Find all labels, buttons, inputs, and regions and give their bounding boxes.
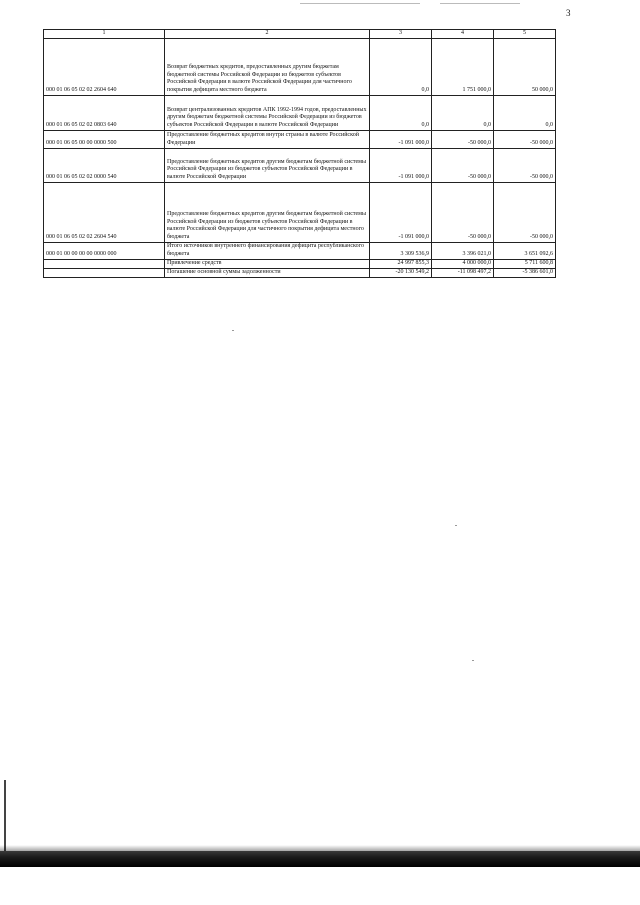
- row-description: Итого источников внутреннего финансирования дефицита республиканского бюджета: [165, 242, 370, 259]
- row-value-col3: -1 091 000,0: [370, 182, 432, 242]
- row-value-col4: 1 751 000,0: [432, 38, 494, 95]
- table-row: [44, 182, 556, 242]
- row-code-empty: [44, 268, 165, 277]
- scan-left-edge: [4, 780, 6, 855]
- scan-speck: [232, 330, 234, 331]
- scan-speck: [455, 525, 457, 526]
- table-header-row: [44, 30, 556, 39]
- row-description: Возврат бюджетных кредитов, предоставленных другим бюджетам бюджетной системы Российской Федерации из бюджетов субъектов Российской Федерации в валюте Российской Федерации для частичного покрытия дефицита местного бюджета: [165, 38, 370, 95]
- row-description: Погашение основной суммы задолженности: [165, 268, 370, 277]
- row-value-col3: 0,0: [370, 38, 432, 95]
- row-value-col3: -1 091 000,0: [370, 148, 432, 182]
- row-description: Возврат централизованных кредитов АПК 1992-1994 годов, предоставленных другим бюджетам бюджетной системы Российской Федерации из бюджетов субъектов Российской Федерации в валюте Российской Федерации: [165, 95, 370, 130]
- scan-top-rule: [300, 3, 420, 4]
- row-code: 000 01 06 05 02 02 0000 540: [44, 148, 165, 182]
- row-value-col4: 0,0: [432, 95, 494, 130]
- table-row: [44, 242, 556, 259]
- row-code-empty: [44, 259, 165, 268]
- row-description: Предоставление бюджетных кредитов другим бюджетам бюджетной системы Российской Федерации из бюджетов субъектов Российской Федерации в валюте Российской Федерации для частичного покрытия дефицита местного бюджета: [165, 182, 370, 242]
- table-row: [44, 38, 556, 95]
- column-header: 2: [165, 30, 370, 39]
- row-value-col5: -50 000,0: [494, 148, 556, 182]
- column-header: 3: [370, 30, 432, 39]
- row-value-col4: -50 000,0: [432, 182, 494, 242]
- summary-row: [44, 268, 556, 277]
- row-value-col5: 0,0: [494, 95, 556, 130]
- row-code: 000 01 06 05 02 02 2604 640: [44, 38, 165, 95]
- row-value-col5: 5 711 600,8: [494, 259, 556, 268]
- row-value-col4: -50 000,0: [432, 148, 494, 182]
- row-value-col5: -5 386 601,0: [494, 268, 556, 277]
- row-value-col3: 3 309 536,9: [370, 242, 432, 259]
- budget-sources-table: [43, 29, 556, 278]
- row-description: Предоставление бюджетных кредитов внутри страны в валюте Российской Федерации: [165, 130, 370, 148]
- row-value-col4: 4 000 000,0: [432, 259, 494, 268]
- row-code: 000 01 06 05 02 02 2604 540: [44, 182, 165, 242]
- row-value-col3: 0,0: [370, 95, 432, 130]
- column-header: 1: [44, 30, 165, 39]
- table-row: [44, 130, 556, 148]
- scan-top-rule: [440, 3, 520, 4]
- row-code: 000 01 00 00 00 00 0000 000: [44, 242, 165, 259]
- row-value-col3: -1 091 000,0: [370, 130, 432, 148]
- row-description: Привлечение средств: [165, 259, 370, 268]
- row-code: 000 01 06 05 00 00 0000 500: [44, 130, 165, 148]
- row-value-col4: 3 396 021,0: [432, 242, 494, 259]
- table-row: [44, 148, 556, 182]
- row-description: Предоставление бюджетных кредитов другим бюджетам бюджетной системы Российской Федерации из бюджетов субъектов Российской Федерации в валюте Российской Федерации: [165, 148, 370, 182]
- row-value-col5: -50 000,0: [494, 130, 556, 148]
- row-value-col3: -20 130 549,2: [370, 268, 432, 277]
- scan-speck: [472, 660, 474, 661]
- column-header: 4: [432, 30, 494, 39]
- row-value-col5: 50 000,0: [494, 38, 556, 95]
- column-header: 5: [494, 30, 556, 39]
- row-value-col3: 24 997 855,3: [370, 259, 432, 268]
- page-number: 3: [566, 8, 571, 18]
- table-row: [44, 95, 556, 130]
- scan-bottom-shadow: [0, 851, 640, 867]
- row-code: 000 01 06 05 02 02 0803 640: [44, 95, 165, 130]
- row-value-col4: -11 098 497,2: [432, 268, 494, 277]
- row-value-col5: -50 000,0: [494, 182, 556, 242]
- row-value-col5: 3 651 092,6: [494, 242, 556, 259]
- summary-row: [44, 259, 556, 268]
- row-value-col4: -50 000,0: [432, 130, 494, 148]
